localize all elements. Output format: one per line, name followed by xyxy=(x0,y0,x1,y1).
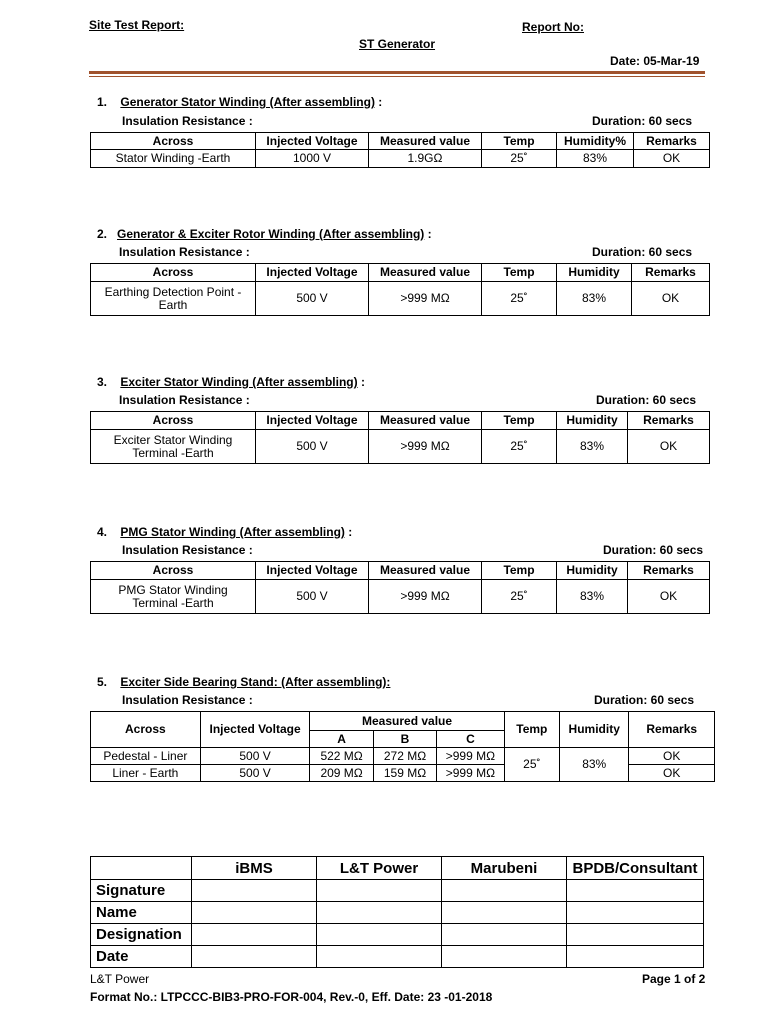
footer-format-number: Format No.: LTPCCC-BIB3-PRO-FOR-004, Rev.-0, Eff. Date: 23 -01-2018 xyxy=(90,990,493,1004)
cell-humidity: 83% xyxy=(557,282,632,316)
cell-across-line-2: Terminal -Earth xyxy=(132,595,214,610)
section-5-duration: Duration: 60 secs xyxy=(594,693,695,707)
signoff-row-date xyxy=(91,946,704,968)
cell-measured: >999 MΩ xyxy=(369,580,482,614)
cell-temp: 25˚ xyxy=(482,430,557,464)
section-4-heading xyxy=(97,525,352,539)
signoff-cell[interactable] xyxy=(192,946,317,968)
signoff-label: Name xyxy=(91,902,192,924)
cell-across: Stator Winding -Earth xyxy=(91,150,256,168)
col-phase-c: C xyxy=(437,731,504,748)
section-4-colon: : xyxy=(344,525,353,539)
col-measured: Measured value xyxy=(369,133,482,150)
cell-humidity: 83% xyxy=(559,748,628,782)
signoff-cell[interactable] xyxy=(442,924,567,946)
section-5-number: 5. xyxy=(97,675,108,689)
cell-across: Pedestal - Liner xyxy=(91,748,201,765)
header-divider-thin xyxy=(89,76,705,77)
signoff-party-bpdb: BPDB/Consultant xyxy=(567,857,704,880)
section-2-heading xyxy=(97,227,432,241)
col-voltage: Injected Voltage xyxy=(200,712,310,748)
report-no-label: Report No: xyxy=(522,20,584,34)
col-measured: Measured value xyxy=(310,712,504,731)
cell-phase-a: 522 MΩ xyxy=(310,748,373,765)
report-subtitle: ST Generator xyxy=(359,37,436,51)
col-humidity: Humidity% xyxy=(557,133,634,150)
signoff-cell[interactable] xyxy=(192,924,317,946)
section-4-number: 4. xyxy=(97,525,108,539)
col-temp: Temp xyxy=(504,712,559,748)
col-phase-a: A xyxy=(310,731,373,748)
cell-remarks: OK xyxy=(628,430,710,464)
signoff-cell[interactable] xyxy=(567,946,704,968)
cell-temp: 25˚ xyxy=(482,580,557,614)
section-4-title: PMG Stator Winding (After assembling) xyxy=(120,525,345,539)
signoff-corner xyxy=(91,857,192,880)
signoff-table xyxy=(90,856,704,968)
section-1-ir-label: Insulation Resistance : xyxy=(122,114,253,128)
signoff-cell[interactable] xyxy=(442,902,567,924)
section-4-table xyxy=(90,561,710,614)
col-humidity: Humidity xyxy=(559,712,628,748)
cell-phase-c: >999 MΩ xyxy=(437,765,504,782)
cell-remarks: OK xyxy=(632,282,710,316)
cell-across: Liner - Earth xyxy=(91,765,201,782)
cell-voltage: 500 V xyxy=(200,748,310,765)
section-3-ir-label: Insulation Resistance : xyxy=(119,393,250,407)
table-row xyxy=(91,748,715,765)
section-1-heading xyxy=(97,95,382,109)
cell-voltage: 500 V xyxy=(256,580,369,614)
section-2-number: 2. xyxy=(97,227,108,241)
col-across: Across xyxy=(91,712,201,748)
signoff-label: Designation xyxy=(91,924,192,946)
section-1-title: Generator Stator Winding (After assembling) xyxy=(120,95,375,109)
signoff-label: Signature xyxy=(91,880,192,902)
section-3-number: 3. xyxy=(97,375,108,389)
signoff-cell[interactable] xyxy=(317,946,442,968)
report-date: Date: 05-Mar-19 xyxy=(610,54,700,68)
signoff-row-signature xyxy=(91,880,704,902)
section-3-title: Exciter Stator Winding (After assembling) xyxy=(120,375,358,389)
cell-across xyxy=(91,282,256,316)
cell-phase-c: >999 MΩ xyxy=(437,748,504,765)
cell-measured: >999 MΩ xyxy=(369,430,482,464)
table-row xyxy=(91,580,710,614)
section-2-table xyxy=(90,263,710,316)
section-2-ir-label: Insulation Resistance : xyxy=(119,245,250,259)
col-temp: Temp xyxy=(482,133,557,150)
report-title: Site Test Report: xyxy=(89,18,185,32)
section-1-number: 1. xyxy=(97,95,108,109)
col-across: Across xyxy=(91,412,256,430)
section-3-heading xyxy=(97,375,365,389)
col-across: Across xyxy=(91,264,256,282)
col-voltage: Injected Voltage xyxy=(256,133,369,150)
footer-company: L&T Power xyxy=(90,972,150,986)
signoff-cell[interactable] xyxy=(192,880,317,902)
section-1-table xyxy=(90,132,710,168)
col-phase-b: B xyxy=(373,731,436,748)
col-temp: Temp xyxy=(482,264,557,282)
section-2-title: Generator & Exciter Rotor Winding (After assembling) xyxy=(117,227,425,241)
cell-temp: 25˚ xyxy=(482,282,557,316)
col-temp: Temp xyxy=(482,412,557,430)
signoff-cell[interactable] xyxy=(442,946,567,968)
section-1-duration: Duration: 60 secs xyxy=(592,114,693,128)
cell-across-line-1: PMG Stator Winding xyxy=(118,582,228,597)
section-3-table xyxy=(90,411,710,464)
signoff-cell[interactable] xyxy=(567,924,704,946)
header-divider-thick xyxy=(89,71,705,74)
section-2-duration: Duration: 60 secs xyxy=(592,245,693,259)
section-3-colon: : xyxy=(357,375,365,389)
col-humidity: Humidity xyxy=(557,412,628,430)
signoff-label: Date xyxy=(91,946,192,968)
col-voltage: Injected Voltage xyxy=(256,264,369,282)
col-humidity: Humidity xyxy=(557,264,632,282)
cell-temp: 25˚ xyxy=(504,748,559,782)
cell-phase-b: 159 MΩ xyxy=(373,765,436,782)
signoff-cell[interactable] xyxy=(317,924,442,946)
cell-across-line-2: Terminal -Earth xyxy=(132,445,214,460)
signoff-cell[interactable] xyxy=(317,880,442,902)
table-row xyxy=(91,282,710,316)
cell-remarks: OK xyxy=(629,765,715,782)
cell-remarks: OK xyxy=(629,748,715,765)
col-voltage: Injected Voltage xyxy=(256,562,369,580)
cell-across-line-1: Exciter Stator Winding xyxy=(113,432,233,447)
signoff-party-lt-power: L&T Power xyxy=(317,857,442,880)
signoff-cell[interactable] xyxy=(192,902,317,924)
table-row xyxy=(91,430,710,464)
col-remarks: Remarks xyxy=(629,712,715,748)
signoff-cell[interactable] xyxy=(317,902,442,924)
cell-across xyxy=(91,580,256,614)
col-remarks: Remarks xyxy=(628,412,710,430)
signoff-party-ibms: iBMS xyxy=(192,857,317,880)
col-measured: Measured value xyxy=(369,412,482,430)
col-temp: Temp xyxy=(482,562,557,580)
signoff-row-designation xyxy=(91,924,704,946)
col-measured: Measured value xyxy=(369,562,482,580)
cell-measured: 1.9GΩ xyxy=(369,150,482,168)
cell-across xyxy=(91,430,256,464)
cell-voltage: 1000 V xyxy=(256,150,369,168)
section-1-colon: : xyxy=(374,95,383,109)
cell-remarks: OK xyxy=(634,150,710,168)
section-4-duration: Duration: 60 secs xyxy=(603,543,704,557)
signoff-row-name xyxy=(91,902,704,924)
signoff-cell[interactable] xyxy=(567,880,704,902)
col-voltage: Injected Voltage xyxy=(256,412,369,430)
section-5-table xyxy=(90,711,715,782)
cell-voltage: 500 V xyxy=(256,282,369,316)
col-measured: Measured value xyxy=(369,264,482,282)
cell-temp: 25˚ xyxy=(482,150,557,168)
col-remarks: Remarks xyxy=(634,133,710,150)
cell-phase-b: 272 MΩ xyxy=(373,748,436,765)
cell-voltage: 500 V xyxy=(256,430,369,464)
cell-remarks: OK xyxy=(628,580,710,614)
signoff-party-marubeni: Marubeni xyxy=(442,857,567,880)
section-2-colon: : xyxy=(424,227,432,241)
signoff-cell[interactable] xyxy=(567,902,704,924)
cell-humidity: 83% xyxy=(557,150,634,168)
col-remarks: Remarks xyxy=(628,562,710,580)
section-5-title: Exciter Side Bearing Stand: (After assembling): xyxy=(120,675,391,689)
cell-humidity: 83% xyxy=(557,580,628,614)
col-across: Across xyxy=(91,133,256,150)
table-row xyxy=(91,150,710,168)
signoff-cell[interactable] xyxy=(442,880,567,902)
col-remarks: Remarks xyxy=(632,264,710,282)
cell-phase-a: 209 MΩ xyxy=(310,765,373,782)
section-3-duration: Duration: 60 secs xyxy=(596,393,697,407)
col-humidity: Humidity xyxy=(557,562,628,580)
footer-page-number: Page 1 of 2 xyxy=(642,972,706,986)
cell-across-line-2: Earth xyxy=(158,297,188,312)
cell-humidity: 83% xyxy=(557,430,628,464)
cell-measured: >999 MΩ xyxy=(369,282,482,316)
section-5-heading xyxy=(97,675,390,689)
col-across: Across xyxy=(91,562,256,580)
section-5-ir-label: Insulation Resistance : xyxy=(122,693,253,707)
cell-across-line-1: Earthing Detection Point - xyxy=(104,284,242,299)
cell-voltage: 500 V xyxy=(200,765,310,782)
section-4-ir-label: Insulation Resistance : xyxy=(122,543,253,557)
